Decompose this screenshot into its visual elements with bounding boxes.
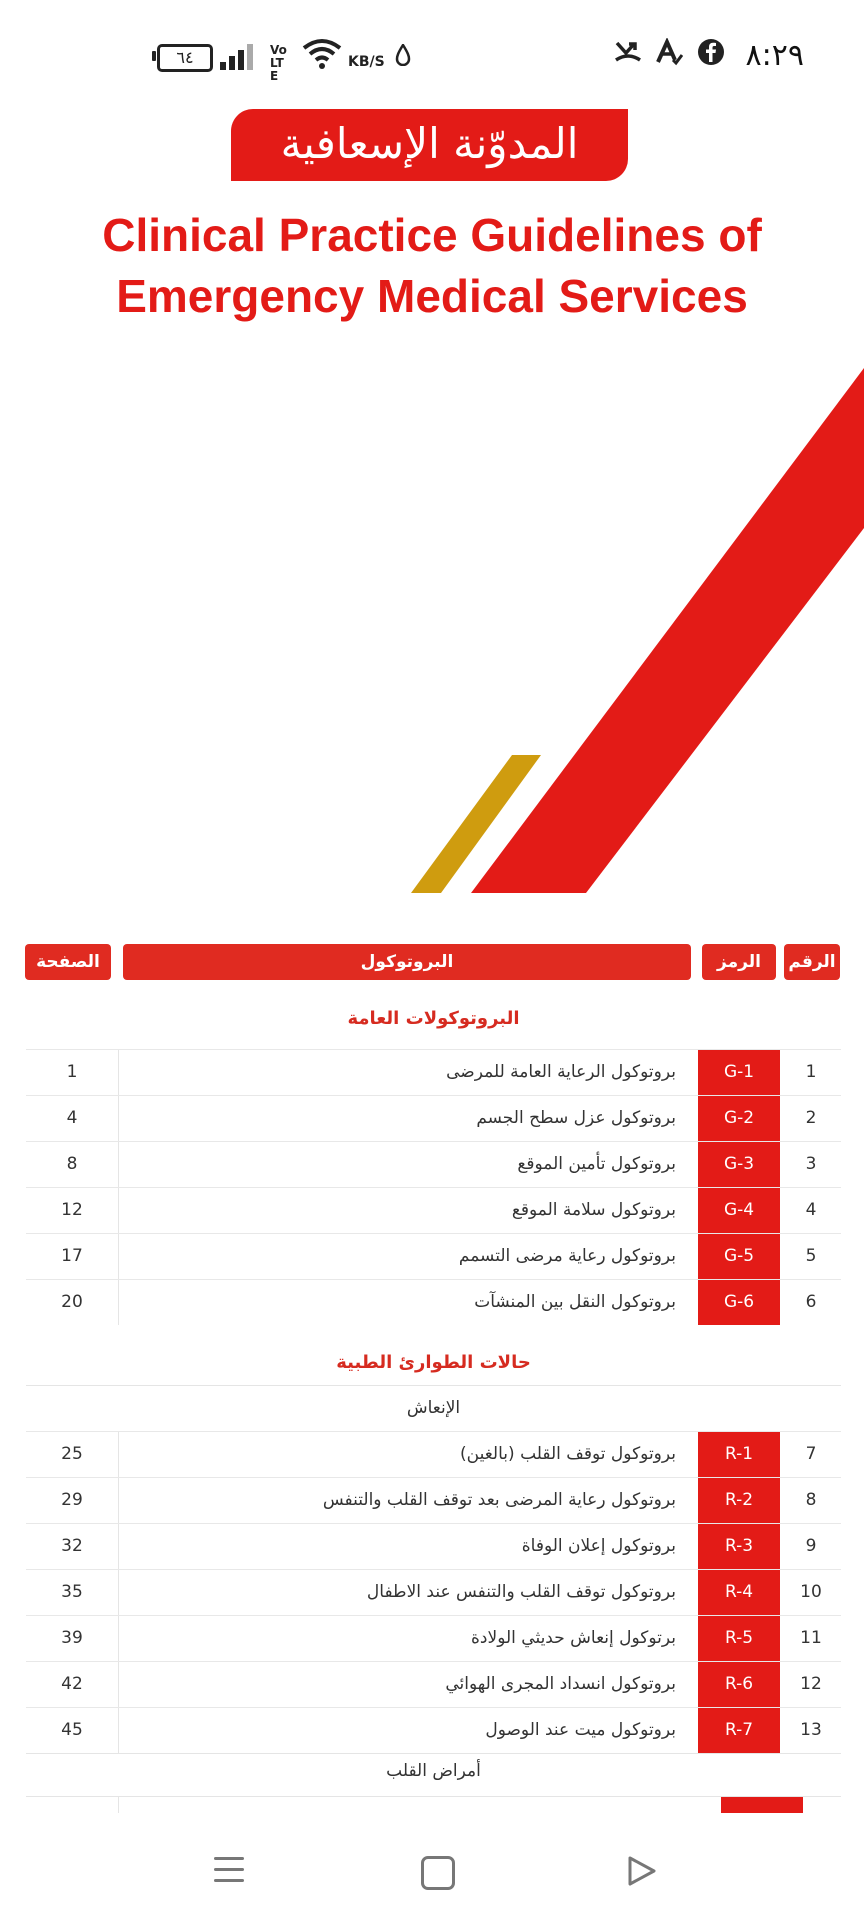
section-title: البروتوكولات العامة bbox=[347, 1008, 520, 1029]
facebook-icon bbox=[697, 38, 725, 73]
home-button[interactable] bbox=[421, 1856, 455, 1890]
row-protocol: بروتوكول سلامة الموقع bbox=[511, 1200, 676, 1220]
battery-level: ٦٤ bbox=[176, 48, 194, 67]
decorative-stripes bbox=[0, 360, 864, 900]
row-number: 5 bbox=[805, 1246, 817, 1266]
row-protocol: بروتوكول رعاية مرضى التسمم bbox=[458, 1246, 676, 1266]
recent-apps-button[interactable] bbox=[214, 1857, 244, 1883]
blog-badge: المدوّنة الإسعافية bbox=[231, 109, 628, 181]
row-page: 35 bbox=[61, 1582, 83, 1602]
row-page: 20 bbox=[61, 1292, 83, 1312]
row-number: 10 bbox=[800, 1582, 822, 1602]
a-icon bbox=[655, 38, 683, 73]
table-row[interactable] bbox=[26, 1523, 841, 1569]
table-row[interactable] bbox=[26, 1095, 841, 1141]
row-protocol: بروتوكول الرعاية العامة للمرضى bbox=[446, 1062, 676, 1082]
row-number: 1 bbox=[805, 1062, 817, 1082]
navigation-bar bbox=[0, 1814, 864, 1920]
row-code: G-6 bbox=[698, 1280, 780, 1325]
battery-icon bbox=[157, 44, 213, 72]
red-stripe bbox=[471, 368, 864, 893]
row-page: 25 bbox=[61, 1444, 83, 1464]
table-row[interactable] bbox=[26, 1049, 841, 1095]
missed-call-icon bbox=[614, 38, 642, 71]
row-page: 42 bbox=[61, 1674, 83, 1694]
row-number: 12 bbox=[800, 1674, 822, 1694]
clock: ٨:٢٩ bbox=[745, 38, 804, 73]
header-page: الصفحة bbox=[25, 944, 111, 980]
table-row[interactable] bbox=[26, 1661, 841, 1707]
signal-icon bbox=[220, 44, 256, 70]
row-protocol: برتوكول إنعاش حديثي الولادة bbox=[471, 1628, 676, 1648]
row-protocol: بروتوكول إعلان الوفاة bbox=[521, 1536, 676, 1556]
table-row[interactable] bbox=[26, 1279, 841, 1325]
row-page: 45 bbox=[61, 1720, 83, 1740]
table-row[interactable] bbox=[26, 1615, 841, 1661]
row-number: 11 bbox=[800, 1628, 822, 1648]
row-code: R-6 bbox=[698, 1662, 780, 1707]
row-number: 8 bbox=[805, 1490, 817, 1510]
row-protocol: بروتوكول انسداد المجرى الهوائي bbox=[445, 1674, 676, 1694]
subsection-title: أمراض القلب bbox=[386, 1761, 481, 1781]
battery-tip bbox=[152, 51, 156, 61]
page-title bbox=[60, 205, 804, 327]
row-number: 3 bbox=[805, 1154, 817, 1174]
row-number: 4 bbox=[805, 1200, 817, 1220]
row-page: 39 bbox=[61, 1628, 83, 1648]
row-code: G-1 bbox=[698, 1050, 780, 1095]
row-protocol: بروتوكول ميت عند الوصول bbox=[485, 1720, 676, 1740]
row-protocol: بروتوكول النقل بين المنشآت bbox=[474, 1292, 676, 1312]
row-code: G-5 bbox=[698, 1234, 780, 1279]
header-code: الرمز bbox=[702, 944, 776, 980]
back-button[interactable] bbox=[626, 1854, 658, 1892]
table-row[interactable] bbox=[26, 1431, 841, 1477]
row-code: G-3 bbox=[698, 1142, 780, 1187]
row-number: 9 bbox=[805, 1536, 817, 1556]
table-row[interactable] bbox=[26, 1569, 841, 1615]
row-page: 12 bbox=[61, 1200, 83, 1220]
clipped-row bbox=[0, 1797, 864, 1813]
row-page: 32 bbox=[61, 1536, 83, 1556]
row-code: R-2 bbox=[698, 1478, 780, 1523]
subsection-title: الإنعاش bbox=[406, 1398, 461, 1418]
row-number: 7 bbox=[805, 1444, 817, 1464]
row-page: 8 bbox=[66, 1154, 78, 1174]
table-row[interactable] bbox=[26, 1141, 841, 1187]
row-protocol: بروتوكول عزل سطح الجسم bbox=[476, 1108, 676, 1128]
row-number: 13 bbox=[800, 1720, 822, 1740]
row-page: 4 bbox=[66, 1108, 78, 1128]
row-protocol: بروتوكول رعاية المرضى بعد توقف القلب والتنفس bbox=[322, 1490, 676, 1510]
table-row[interactable] bbox=[26, 1233, 841, 1279]
row-number: 6 bbox=[805, 1292, 817, 1312]
header-num: الرقم bbox=[784, 944, 840, 980]
table-row[interactable] bbox=[26, 1477, 841, 1523]
water-drop-icon bbox=[395, 44, 411, 64]
row-page: 1 bbox=[66, 1062, 78, 1082]
row-code: R-1 bbox=[698, 1432, 780, 1477]
row-protocol: بروتوكول توقف القلب (بالغين) bbox=[460, 1444, 676, 1464]
row-code: G-4 bbox=[698, 1188, 780, 1233]
table-row[interactable] bbox=[26, 1707, 841, 1753]
section-title: حالات الطوارئ الطبية bbox=[336, 1352, 531, 1373]
volte-label: Vo LTE bbox=[270, 43, 287, 83]
status-bar bbox=[0, 0, 864, 110]
title-line-1: Clinical Practice Guidelines of bbox=[102, 209, 762, 261]
title-line-2: Emergency Medical Services bbox=[116, 270, 748, 322]
row-page: 29 bbox=[61, 1490, 83, 1510]
row-code: R-3 bbox=[698, 1524, 780, 1569]
header-protocol: البروتوكول bbox=[123, 944, 691, 980]
row-number: 2 bbox=[805, 1108, 817, 1128]
table-row[interactable] bbox=[26, 1187, 841, 1233]
row-code: R-4 bbox=[698, 1570, 780, 1615]
row-code: G-2 bbox=[698, 1096, 780, 1141]
row-code: R-5 bbox=[698, 1616, 780, 1661]
row-page: 17 bbox=[61, 1246, 83, 1266]
row-code: R-7 bbox=[698, 1708, 780, 1753]
row-protocol: بروتوكول تأمين الموقع bbox=[517, 1154, 676, 1174]
table-header bbox=[0, 944, 864, 982]
speed-unit: KB/S bbox=[348, 54, 385, 70]
wifi-icon bbox=[302, 38, 342, 78]
row-protocol: بروتوكول توقف القلب والتنفس عند الاطفال bbox=[366, 1582, 676, 1602]
